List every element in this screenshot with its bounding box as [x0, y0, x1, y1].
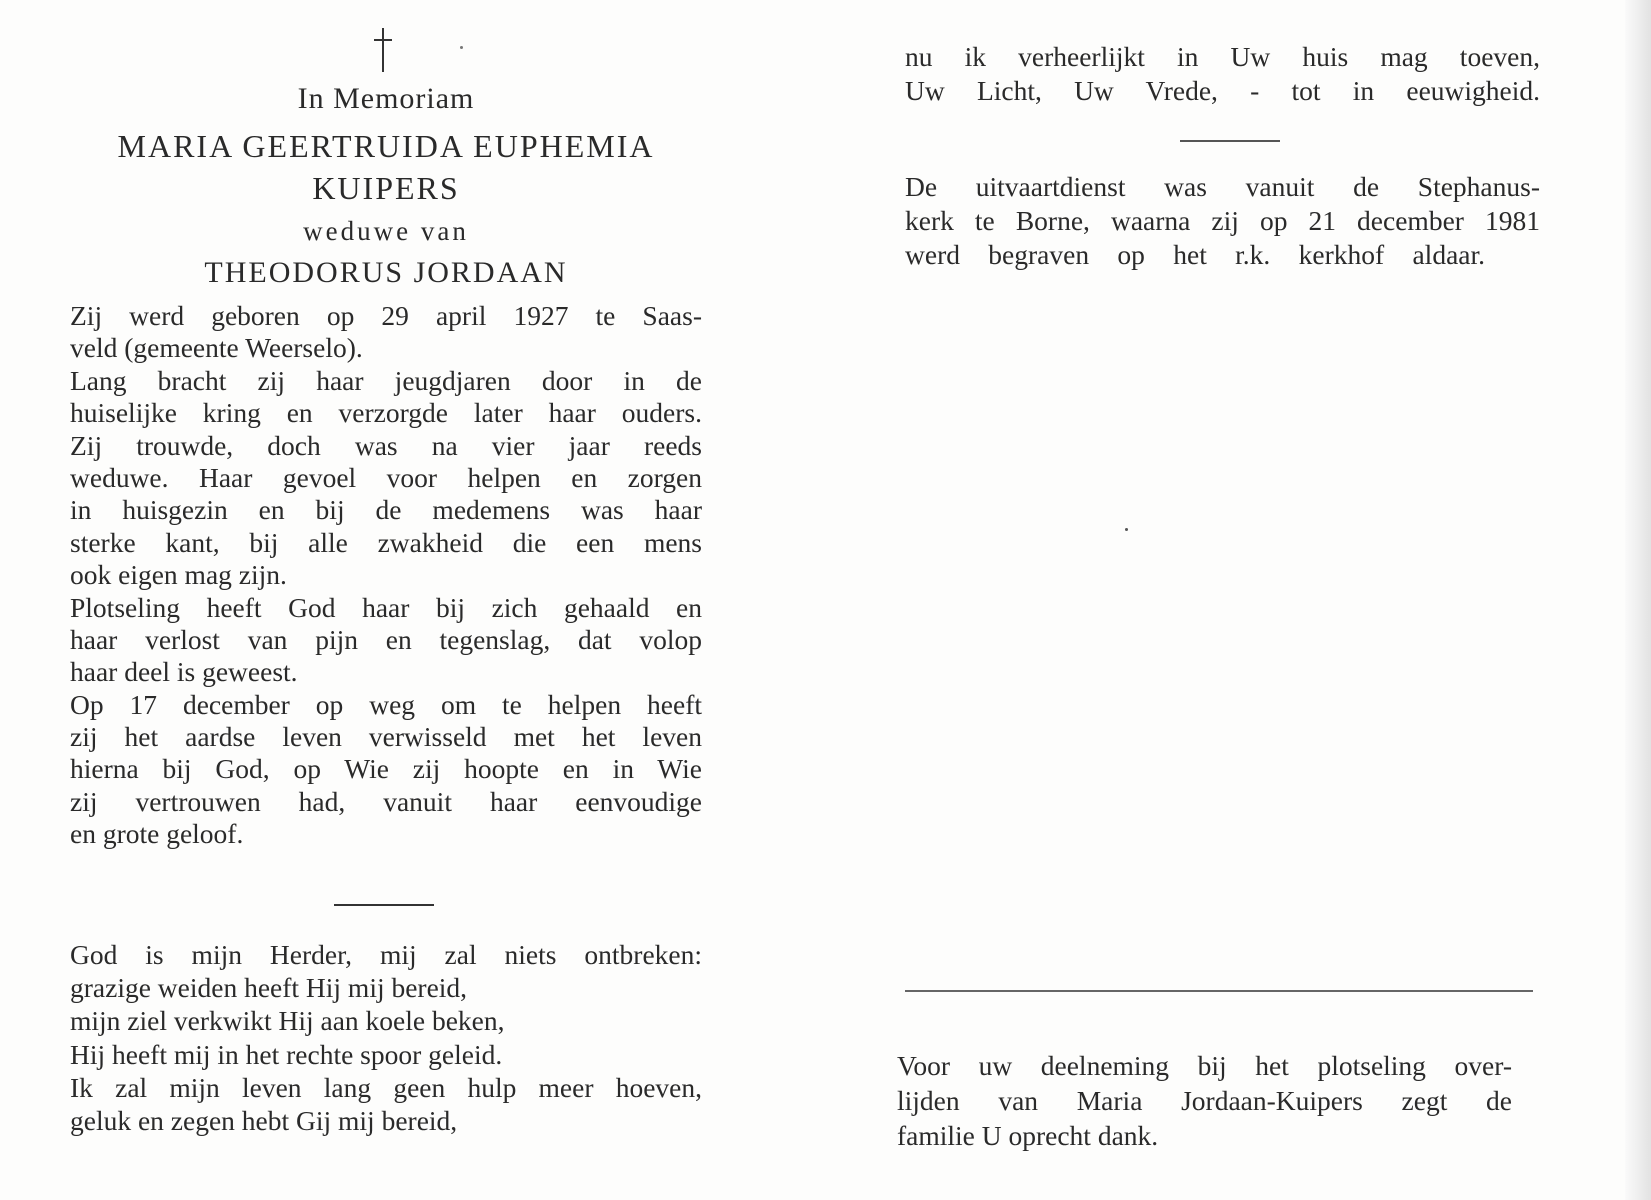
biography-line: weduwe. Haar gevoel voor helpen en zorgen [70, 461, 702, 493]
biography-line: in huisgezin en bij de medemens was haar [70, 494, 702, 526]
biography-line: veld (gemeente Weerselo). [70, 332, 363, 364]
biography-line: haar deel is geweest. [70, 656, 298, 688]
biography-line: ook eigen mag zijn. [70, 559, 287, 591]
thanks-note [897, 1048, 1512, 1153]
section-divider [1180, 140, 1280, 142]
funeral-line: De uitvaartdienst was vanuit de Stephanus- [905, 171, 1540, 202]
section-divider [905, 990, 1533, 992]
biography-line: Op 17 december op weg om te helpen heeft [70, 688, 702, 720]
cross-icon [374, 28, 392, 72]
biography-line: Lang bracht zij haar jeugdjaren door in de [70, 364, 702, 396]
widow-of-label: weduwe van [303, 216, 469, 246]
psalm-line: mijn ziel verkwikt Hij aan koele beken, [70, 1005, 505, 1037]
thanks-line: familie U oprecht dank. [897, 1120, 1159, 1151]
biography-line: hierna bij God, op Wie zij hoopte en in Wie [70, 753, 702, 785]
biography-line: en grote geloof. [70, 818, 244, 850]
biography-line: zij het aardse leven verwisseld met het leven [70, 721, 702, 753]
heading: In Memoriam [297, 82, 475, 115]
psalm-line: nu ik verheerlijkt in Uw huis mag toeven, [905, 41, 1540, 72]
psalm-line: Ik zal mijn leven lang geen hulp meer hoeven, [70, 1071, 702, 1103]
psalm-line: Uw Licht, Uw Vrede, - tot in eeuwigheid. [905, 75, 1540, 106]
section-divider [334, 904, 434, 906]
biography-line: Zij trouwde, doch was na vier jaar reeds [70, 429, 702, 461]
scan-edge-shadow [1625, 0, 1651, 1200]
psalm-verse [70, 938, 702, 1137]
psalm-line: Hij heeft mij in het rechte spoor geleid. [70, 1038, 503, 1070]
psalm-line: grazige weiden heeft Hij mij bereid, [70, 972, 468, 1004]
scan-speck [460, 46, 463, 49]
thanks-line: Voor uw deelneming bij het plotseling over- [897, 1050, 1512, 1081]
biography-line: Plotseling heeft God haar bij zich gehaald en [70, 591, 702, 623]
biography-line: zij vertrouwen had, vanuit haar eenvoudige [70, 785, 702, 817]
biography-line: sterke kant, bij alle zwakheid die een mens [70, 526, 702, 558]
psalm-continued [905, 40, 1540, 108]
funeral-line: kerk te Borne, waarna zij op 21 december 1981 [905, 205, 1540, 236]
biography-line: haar verlost van pijn en tegenslag, dat volop [70, 623, 702, 655]
psalm-line: God is mijn Herder, mij zal niets ontbreken: [70, 939, 702, 970]
husband-name: THEODORUS JORDAAN [204, 256, 568, 289]
psalm-line: geluk en zegen hebt Gij mij bereid, [70, 1104, 458, 1136]
biography-line: huiselijke kring en verzorgde later haar ouders. [70, 397, 702, 429]
biography [70, 300, 702, 851]
thanks-line: lijden van Maria Jordaan-Kuipers zegt de [897, 1085, 1512, 1116]
deceased-name-line-1: MARIA GEERTRUIDA EUPHEMIA [117, 128, 655, 164]
funeral-notice [905, 170, 1540, 272]
funeral-line: werd begraven op het r.k. kerkhof aldaar. [905, 239, 1485, 270]
deceased-name-line-2: KUIPERS [312, 170, 460, 206]
scan-speck [1125, 528, 1128, 531]
biography-line: Zij werd geboren op 29 april 1927 te Saas- [70, 300, 702, 331]
